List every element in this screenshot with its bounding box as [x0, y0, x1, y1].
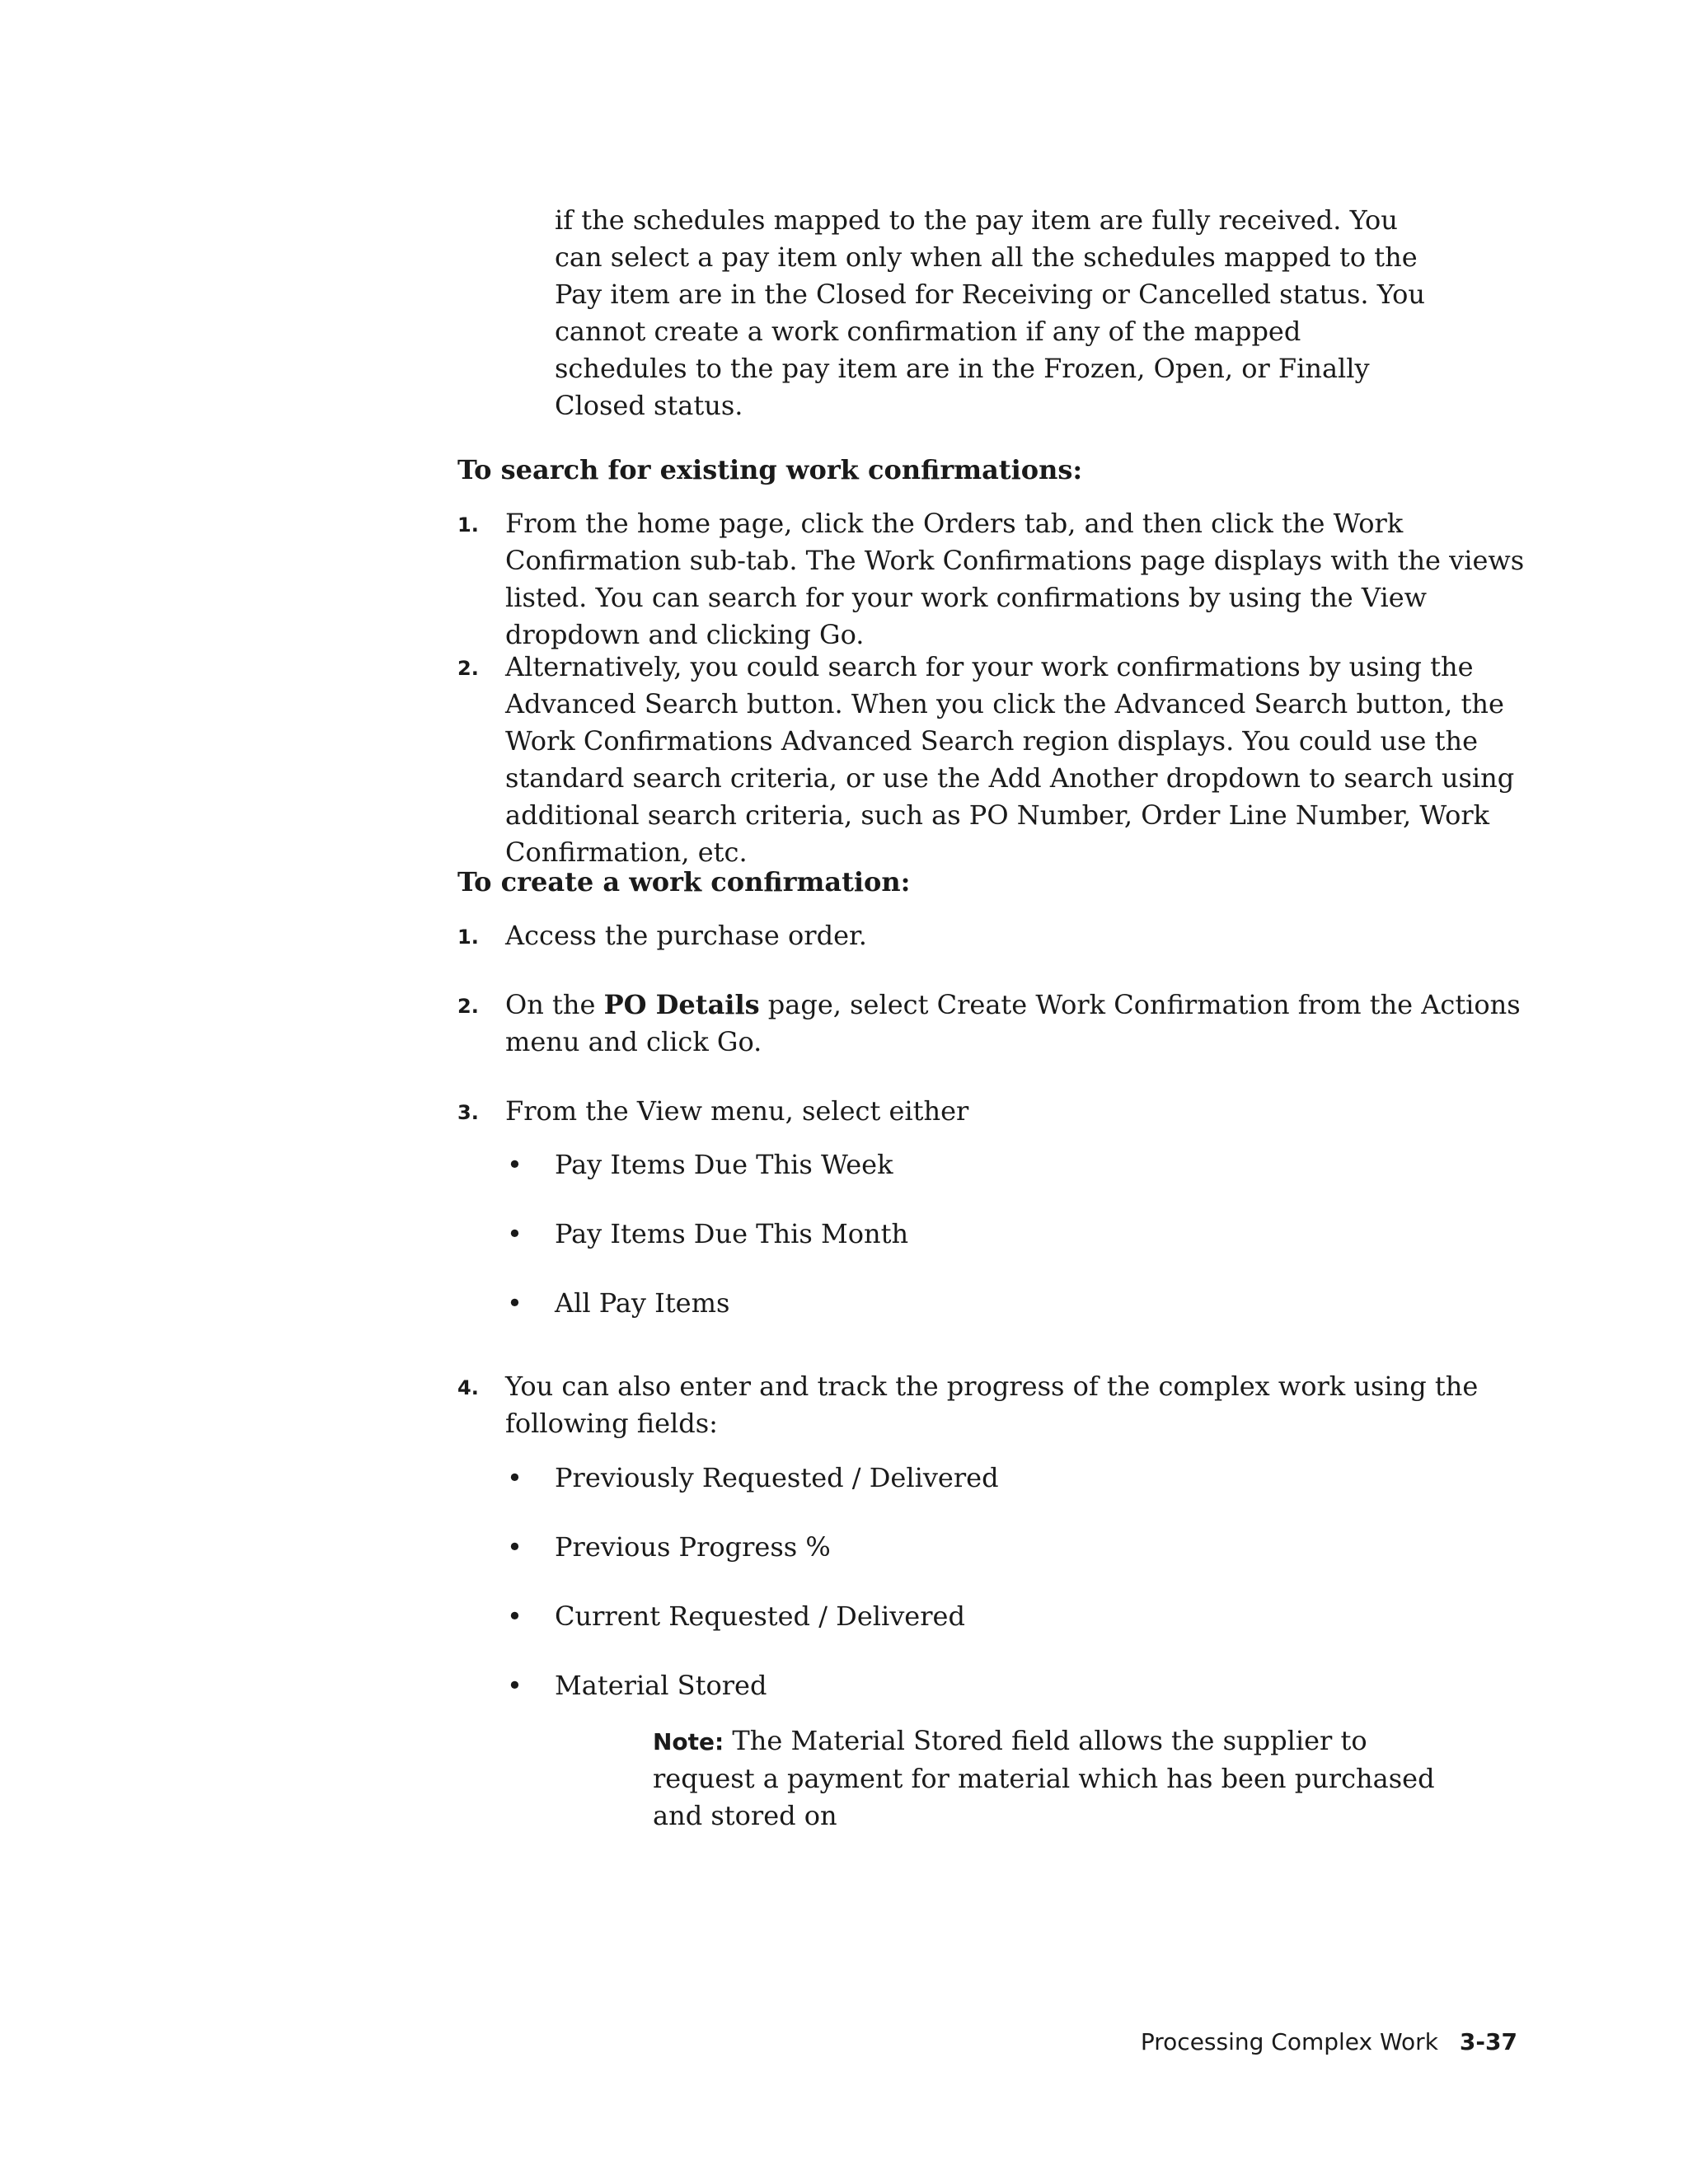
continued-paragraph: if the schedules mapped to the pay item are fully received. You can select a pay item only when all the schedules mapped to the Pay item are in the Closed for Receiving or Cancelled status. You cannot create a work confirmation if any of the mapped schedules to the pay item are in the Frozen, Open, or Finally Closed status. [555, 204, 1425, 421]
bullet-icon: • [507, 1149, 523, 1180]
step-number: 1. [457, 513, 479, 537]
bullet-icon: • [507, 1218, 523, 1249]
bullet-icon: • [507, 1462, 523, 1493]
step-text: Access the purchase order. [505, 920, 867, 951]
footer-section-title: Processing Complex Work [1140, 2028, 1438, 2055]
po-details-page-name: PO Details [603, 989, 760, 1020]
note-block [653, 1722, 1444, 1835]
page-footer [1141, 2026, 1517, 2059]
step-text [505, 987, 1527, 1061]
list-item-text: Previously Requested / Delivered [555, 1462, 999, 1493]
step-text: From the View menu, select either [505, 1095, 969, 1127]
bullet-icon: • [507, 1670, 523, 1701]
step-text: Alternatively, you could search for your work confirmations by using the Advanced Search button. When you click the Advanced Search button, the Work Confirmations Advanced Search region displays. You could use the standard search criteria, or use the Add Another dropdown to search using additional search criteria, such as PO Number, Order Line Number, Work Confirmation, etc. [505, 651, 1515, 868]
list-item-text: Current Requested / Delivered [555, 1601, 965, 1632]
create-section-heading: To create a work confirmation: [457, 866, 911, 898]
bullet-icon: • [507, 1287, 523, 1319]
bullet-icon: • [507, 1531, 523, 1563]
step-number: 2. [457, 657, 479, 680]
step-text-before: On the [505, 989, 604, 1020]
step-text: From the home page, click the Orders tab, and then click the Work Confirmation sub-tab. The Work Confirmations page displays with the views listed. You can search for your work confirmations by using the View dropdown and clicking Go. [505, 508, 1525, 650]
list-item-text: Pay Items Due This Week [555, 1149, 893, 1180]
step-text: You can also enter and track the progress of the complex work using the following fields: [505, 1371, 1479, 1439]
step-number: 4. [457, 1376, 479, 1399]
list-item-text: Material Stored [555, 1670, 767, 1701]
step-number: 2. [457, 995, 479, 1018]
list-item-text: Previous Progress % [555, 1531, 831, 1563]
list-item-text: All Pay Items [555, 1287, 730, 1319]
step-text-after: page, select Create Work Confirmation from the Actions menu and click Go. [505, 989, 1521, 1057]
bullet-icon: • [507, 1601, 523, 1632]
note-label: Note: [653, 1728, 724, 1755]
step-number: 1. [457, 926, 479, 949]
search-section-heading: To search for existing work confirmations: [457, 454, 1083, 485]
list-item-text: Pay Items Due This Month [555, 1218, 909, 1249]
note-text: The Material Stored field allows the supplier to request a payment for material which has been purchased and stored on [653, 1725, 1435, 1831]
step-number: 3. [457, 1101, 479, 1124]
page-number: 3-37 [1459, 2028, 1517, 2055]
